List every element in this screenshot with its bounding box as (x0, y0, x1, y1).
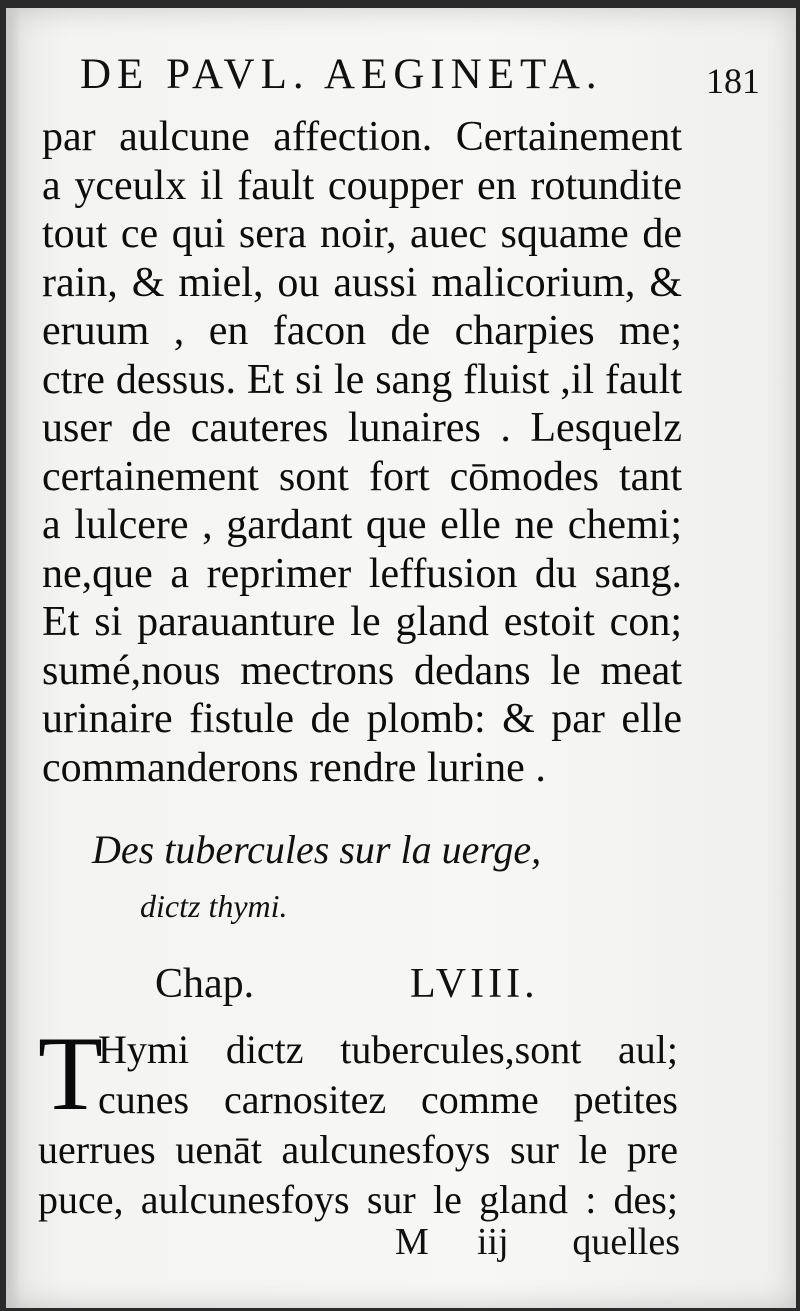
text-line: sumé,nous mectrons dedans le meat (42, 647, 682, 694)
text-line: urinaire fistule de plomb: & par elle (42, 696, 682, 742)
signature-mark: M (395, 1221, 429, 1263)
drop-cap: T (38, 1015, 103, 1132)
text-line: ctre dessus. Et si le sang fluist ,il fault (42, 356, 682, 403)
chapter-number: LVIII. (410, 961, 539, 1007)
body-paragraph (42, 113, 682, 792)
text-line: uerrues uenāt aulcunesfoys sur le pre (38, 1127, 678, 1172)
chapter-label: Chap. (155, 961, 255, 1007)
catchword: quelles (572, 1221, 680, 1263)
signature-number: iij (477, 1221, 509, 1263)
section-heading-line: Des tubercules sur la uerge, (92, 827, 542, 872)
section-heading-line: dictz thymi. (140, 888, 288, 924)
text-line: Et si parauanture le gland estoit con; (42, 599, 682, 645)
chapter-heading (155, 960, 595, 1012)
page-number: 181 (706, 61, 760, 101)
text-line: user de cauteres lunaires . Lesquelz (42, 405, 682, 451)
text-line: commanderons rendre lurine . (42, 744, 546, 791)
text-line: a lulcere , gardant que elle ne chemi; (42, 502, 682, 548)
text-line: puce, aulcunesfoys sur le gland : des; (38, 1177, 678, 1222)
text-line: a yceulx il fault coupper en rotundite (42, 162, 682, 209)
text-line: rain, & miel, ou aussi malicorium, & (42, 259, 682, 306)
text-line: ne,que a reprimer leffusion du sang. (42, 550, 682, 597)
text-line: certainement sont fort cōmodes tant (42, 453, 682, 500)
text-line: cunes carnositez comme petites (98, 1077, 678, 1122)
text-line: par aulcune affection. Certainement (42, 114, 682, 160)
running-head: DE PAVL. AEGINETA. (80, 51, 603, 98)
text-line: tout ce qui sera noir, auec squame de (42, 211, 682, 257)
section-heading (92, 822, 652, 934)
text-line: eruum , en facon de charpies me; (42, 308, 682, 354)
page-header (80, 50, 760, 120)
chapter-paragraph (38, 1015, 678, 1225)
page-gutter-shadow (6, 8, 20, 1308)
text-line: Hymi dictz tubercules,sont aul; (98, 1027, 678, 1072)
